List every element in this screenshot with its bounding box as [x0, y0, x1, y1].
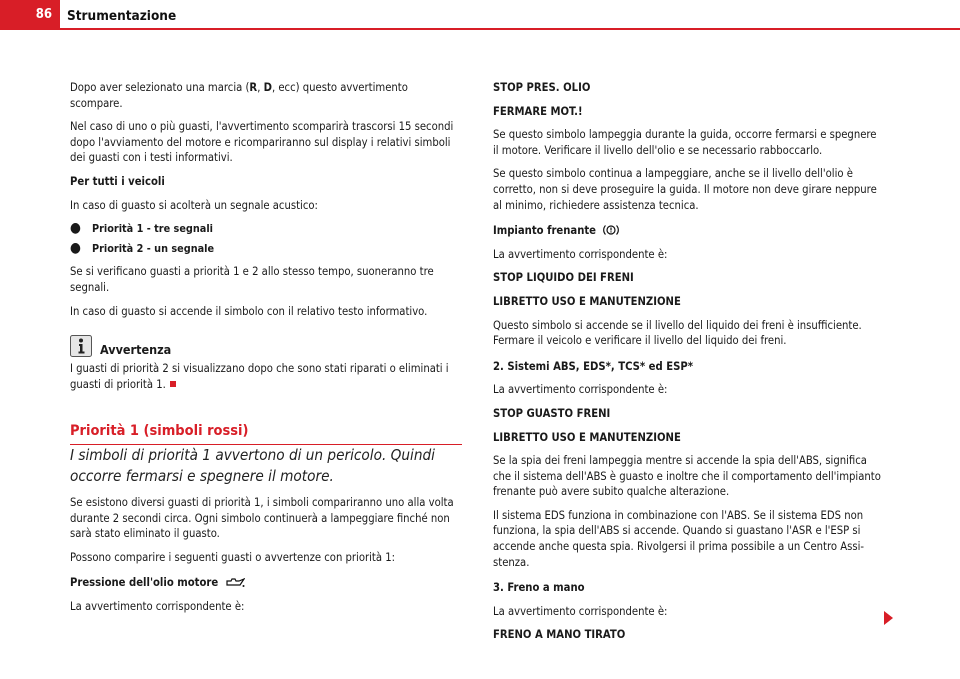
right-column	[493, 80, 885, 651]
paragraph: La avvertimento corrispondente è:	[493, 604, 668, 618]
page-number: 86	[35, 7, 52, 22]
note-text: I guasti di priorità 2 si visualizzano dopo che sono stati riparati o eliminati i guasti di priorità 1.	[70, 362, 449, 391]
display-message: FRENO A MANO TIRATO	[493, 628, 626, 642]
bullet-icon: ●	[70, 239, 81, 256]
lead-text: I simboli di priorità 1 avvertono di un pericolo. Quindi occorre fermarsi e spegnere il motore.	[70, 445, 435, 485]
paragraph: Se si verificano guasti a priorità 1 e 2 allo stesso tempo, suoneranno tre segnali.	[70, 265, 434, 294]
left-column	[70, 80, 462, 622]
end-mark-icon	[170, 381, 176, 387]
paragraph: Se esistono diversi guasti di priorità 1, i simboli compariranno uno alla volta durante 2 secondi circa. Ogni simbolo continuerà a lampeggiare finché non sarà stato eliminato il guasto.	[70, 495, 454, 541]
paragraph: In caso di guasto si acolterà un segnale acustico:	[70, 198, 318, 212]
paragraph: In caso di guasto si accende il simbolo con il relativo testo informativo.	[70, 304, 428, 318]
display-message: STOP LIQUIDO DEI FRENI	[493, 271, 634, 285]
paragraph: Nel caso di uno o più guasti, l'avvertimento scomparirà trascorsi 15 secondi dopo l'avviamento del motore e ricompariranno sul display i relativi simboli dei guasti con i testi informativi.	[70, 120, 454, 165]
paragraph: La avvertimento corrispondente è:	[493, 247, 668, 261]
paragraph: Il sistema EDS funziona in combinazione con l'ABS. Se il sistema EDS non funziona, la spia dell'ABS si accende. Quando si guastano l'ASR e l'ESP si accende anche questa spia. Rivolgersi il prima possibile a un Centro Assi-stenza.	[493, 508, 865, 569]
paragraph: Questo simbolo si accende se il livello del liquido dei freni è insufficiente. Fermare il veicolo e verificare il livello del liquido dei freni.	[493, 318, 862, 348]
display-message: STOP PRES. OLIO	[493, 81, 591, 94]
paragraph: Se questo simbolo lampeggia durante la guida, occorre fermarsi e spegnere il motore. Verificare il livello dell'olio e se necessario rabboccarlo.	[493, 128, 877, 157]
subheading-brakes: Impianto frenante	[493, 223, 885, 239]
paragraph: Dopo aver selezionato una marcia (R, D, ecc) questo avvertimento scompare.	[70, 81, 408, 110]
continue-arrow-icon	[884, 611, 893, 625]
paragraph: Possono comparire i seguenti guasti o avvertenze con priorità 1:	[70, 550, 396, 564]
brake-warning-icon	[603, 224, 619, 236]
paragraph: La avvertimento corrispondente è:	[70, 599, 245, 613]
display-message: LIBRETTO USO E MANUTENZIONE	[493, 430, 681, 444]
bullet-icon: ●	[70, 220, 81, 237]
display-message: STOP GUASTO FRENI	[493, 406, 611, 420]
subheading-all-vehicles: Per tutti i veicoli	[70, 174, 165, 188]
display-message: FERMARE MOT.!	[493, 104, 583, 118]
paragraph: Se la spia dei freni lampeggia mentre si accende la spia dell'ABS, significa che il sistema dell'ABS è guasto e inoltre che il comportamento dell'impianto frenante può avere subito qualche alterazione.	[493, 454, 881, 499]
chapter-title: Strumentazione	[67, 8, 177, 24]
section-title: Priorità 1 (simboli rossi)	[70, 424, 462, 445]
oil-can-icon	[225, 578, 245, 588]
header-rule	[60, 28, 960, 30]
list-item: ● Priorità 2 - un segnale	[70, 239, 215, 256]
note-heading	[70, 335, 462, 357]
list-item: ● Priorità 1 - tre segnali	[70, 220, 214, 237]
subheading-abs: 2. Sistemi ABS, EDS*, TCS* ed ESP*	[493, 359, 693, 373]
paragraph: Se questo simbolo continua a lampeggiare, anche se il livello dell'olio è corretto, non si deve proseguire la guida. Il motore non deve girare neppure al minimo, richiedere assistenza tecnica.	[493, 167, 877, 212]
note-title: Avvertenza	[100, 342, 172, 358]
subheading-oil-pressure: Pressione dell'olio motore	[70, 575, 462, 591]
paragraph: La avvertimento corrispondente è:	[493, 383, 668, 397]
note-info-icon	[70, 335, 92, 357]
page-number-badge	[0, 0, 60, 30]
display-message: LIBRETTO USO E MANUTENZIONE	[493, 294, 681, 308]
subheading-handbrake: 3. Freno a mano	[493, 581, 585, 595]
